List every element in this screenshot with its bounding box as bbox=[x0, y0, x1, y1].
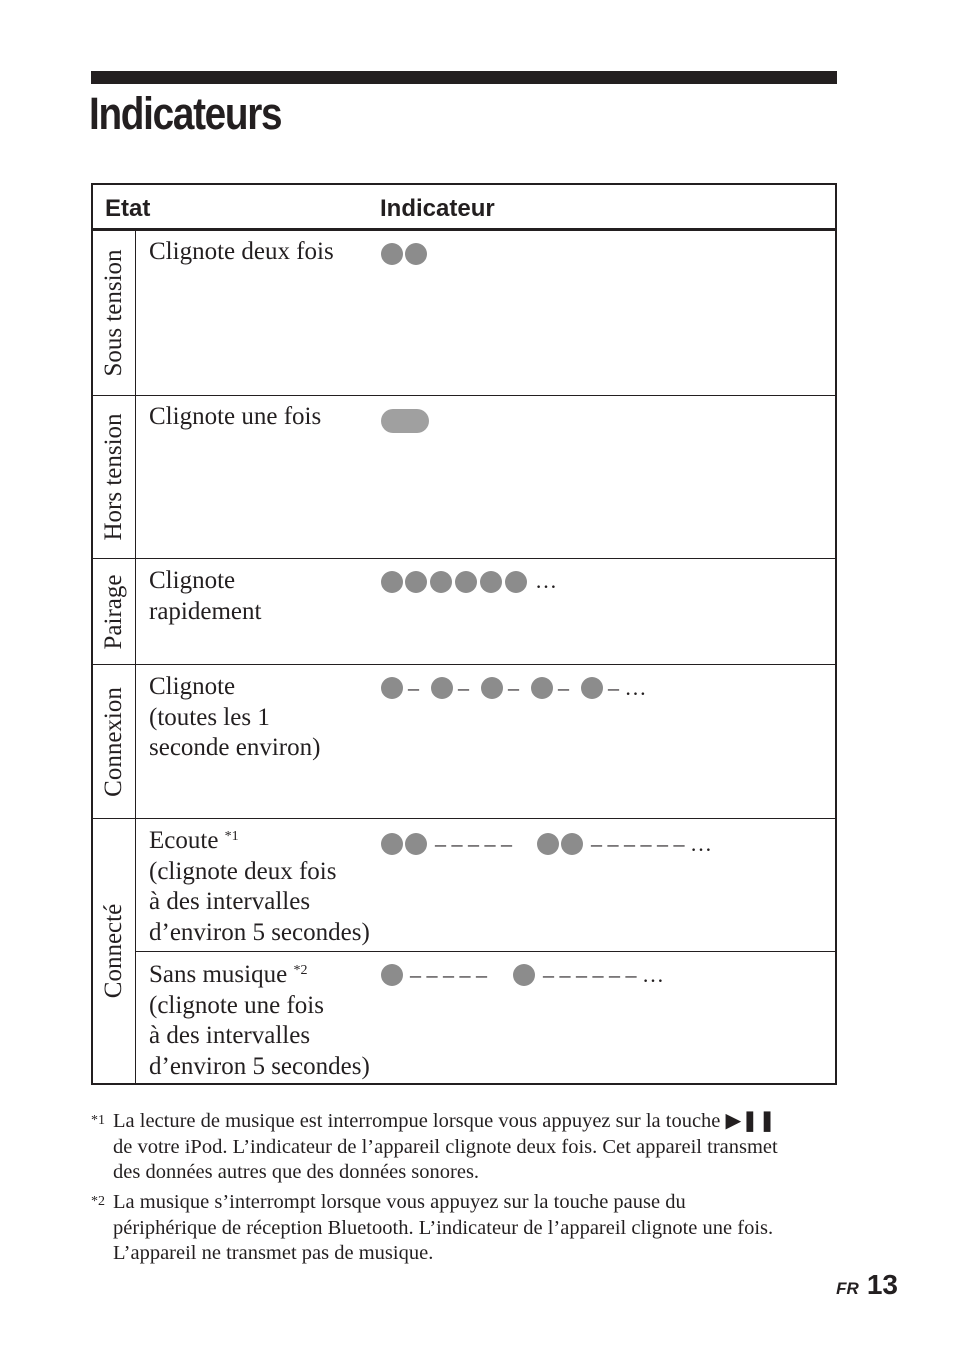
svg-text:–: – bbox=[558, 675, 569, 700]
col-state-header: Etat bbox=[105, 195, 151, 222]
table-row-sous-tension bbox=[93, 231, 835, 396]
category-cell bbox=[93, 559, 136, 664]
category-label: Hors tension bbox=[100, 413, 127, 541]
footnote-2 bbox=[91, 1190, 836, 1268]
state-text-sans-musique bbox=[149, 960, 370, 1082]
svg-text:–: – bbox=[458, 675, 469, 700]
category-cell bbox=[93, 396, 136, 558]
svg-text:–: – bbox=[408, 675, 419, 700]
footnote-1 bbox=[91, 1109, 836, 1187]
footnote-mark: *2 bbox=[91, 1194, 105, 1209]
led-double-blink-icon bbox=[380, 241, 440, 269]
state-text: Clignote rapidement bbox=[149, 567, 262, 625]
table-row-hors-tension bbox=[93, 396, 835, 559]
table-row-pairage bbox=[93, 559, 835, 665]
page-number-value: 13 bbox=[866, 1269, 898, 1300]
title-rule bbox=[91, 71, 837, 84]
sub-row-divider bbox=[136, 951, 835, 952]
svg-text:– …: – … bbox=[608, 675, 647, 700]
state-detail: (clignote une fois à des intervalles d’environ 5 secondes) bbox=[149, 991, 370, 1080]
category-cell bbox=[93, 231, 136, 395]
footnote-ref: *2 bbox=[293, 963, 308, 978]
state-label: Sans musique bbox=[149, 961, 294, 988]
table-row-connexion bbox=[93, 665, 835, 819]
state-text: Clignote une fois bbox=[149, 403, 322, 430]
state-text: Clignote (toutes les 1 seconde environ) bbox=[149, 673, 321, 761]
category-cell bbox=[93, 819, 136, 1083]
svg-text:– – – – –: – – – – – bbox=[435, 831, 512, 856]
col-indicator-header: Indicateur bbox=[380, 195, 495, 222]
footnote-ref: *1 bbox=[224, 829, 239, 844]
state-text-ecoute bbox=[149, 826, 370, 948]
category-cell bbox=[93, 665, 136, 818]
table-row-connecte bbox=[93, 819, 835, 1083]
table-header bbox=[93, 185, 835, 231]
ellipsis-text: … bbox=[535, 569, 557, 593]
language-code: FR bbox=[836, 1279, 859, 1298]
led-periodic-blink-icon bbox=[380, 675, 680, 703]
svg-text:– – – – – – …: – – – – – – … bbox=[543, 962, 664, 987]
led-listening-pattern-icon bbox=[380, 831, 730, 859]
svg-text:– – – – –: – – – – – bbox=[410, 962, 487, 987]
state-detail: (clignote deux fois à des intervalles d’environ 5 secondes) bbox=[149, 857, 370, 946]
svg-text:–: – bbox=[508, 675, 519, 700]
state-text: Clignote deux fois bbox=[149, 238, 334, 265]
indicator-table bbox=[91, 183, 837, 1085]
page-title: Indicateurs bbox=[89, 88, 282, 139]
footnote-text: La musique s’interrompt lorsque vous appuyez sur la touche pause du périphérique de réception Bluetooth. L’indicateur de l’appareil clignote une fois. L’appareil ne transmet pas de musique. bbox=[113, 1191, 774, 1264]
category-label: Sous tension bbox=[100, 249, 127, 377]
category-label: Pairage bbox=[100, 574, 127, 649]
led-no-music-pattern-icon bbox=[380, 962, 700, 990]
category-label: Connecté bbox=[100, 903, 127, 999]
footnote-text: La lecture de musique est interrompue lorsque vous appuyez sur la touche ▶❚❚ de votre iPod. L’indicateur de l’appareil clignote deux fois. Cet appareil transmet des données autres que des données sonores. bbox=[113, 1110, 778, 1183]
state-label: Ecoute bbox=[149, 827, 225, 854]
page-number bbox=[836, 1269, 898, 1301]
led-rapid-blink-icon bbox=[380, 569, 570, 597]
footnote-mark: *1 bbox=[91, 1113, 105, 1128]
svg-text:– – – – – – …: – – – – – – … bbox=[591, 831, 712, 856]
led-single-blink-icon bbox=[380, 408, 440, 436]
category-label: Connexion bbox=[100, 686, 127, 797]
